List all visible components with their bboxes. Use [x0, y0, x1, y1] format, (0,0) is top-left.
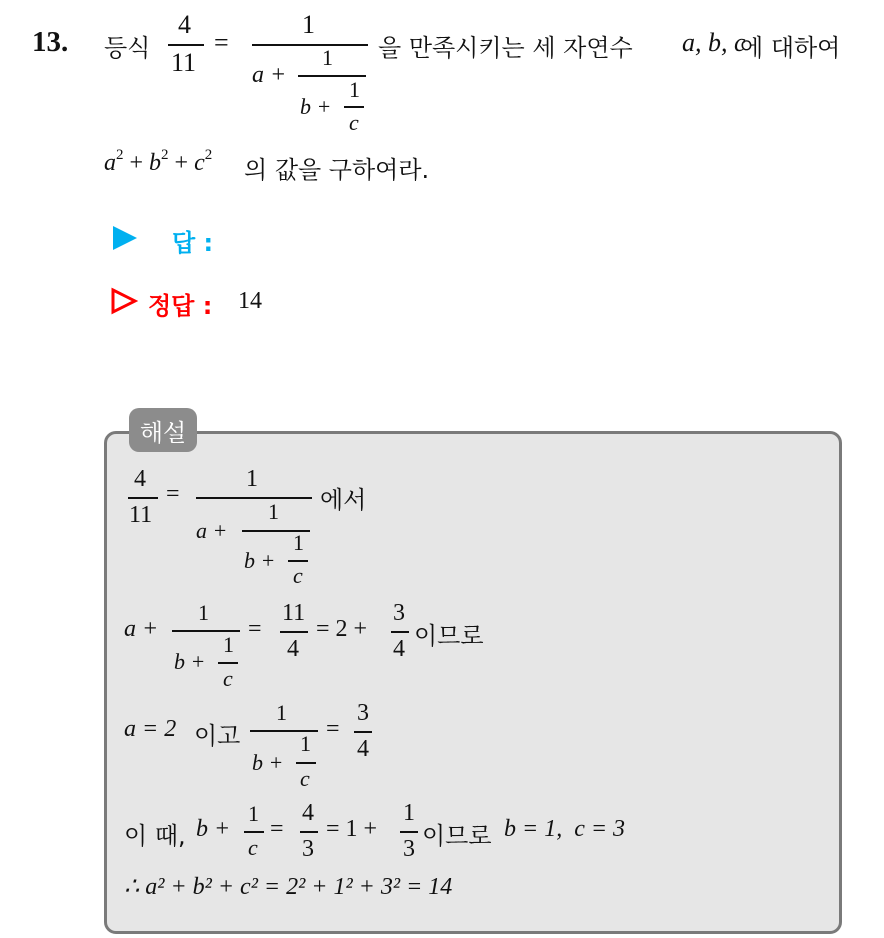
sum-plus-2: +: [174, 150, 189, 176]
sol4-four: 4: [302, 800, 314, 826]
sol4-eq-2: = 1 +: [326, 816, 378, 842]
sol4-three: 3: [302, 836, 314, 862]
sol2-three-bar: [391, 631, 409, 633]
sol2-inner-num: 1: [223, 632, 234, 657]
sol3-inner-num: 1: [300, 731, 311, 756]
problem-number: 13.: [32, 26, 69, 58]
solution-box: [104, 431, 842, 934]
sol3-eq: =: [326, 716, 340, 742]
sol1-main-bar: [196, 497, 312, 499]
answer-arrow-icon: [111, 224, 139, 252]
sum-c-exp: 2: [204, 147, 213, 163]
sol1-innermost-bar: [288, 560, 308, 562]
problem-after-fraction: 을 만족시키는 세 자연수: [378, 34, 633, 62]
sol1-b-plus: b +: [244, 548, 276, 573]
sol1-innermost-num: 1: [293, 530, 304, 555]
sol3-three: 3: [357, 700, 369, 726]
sum-plus-1: +: [129, 150, 144, 176]
sol2-suffix: 이므로: [414, 622, 484, 650]
cf-c: c: [349, 110, 359, 135]
sol2-eq-1: =: [248, 616, 262, 642]
sol2-eleven: 11: [282, 600, 306, 626]
cf-innermost-bar: [344, 106, 364, 108]
cf-innermost-numerator: 1: [349, 77, 360, 102]
sol3-mid: 이고: [194, 722, 241, 750]
sol1-lhs-num: 4: [134, 466, 146, 492]
sol3-b-plus: b +: [252, 750, 284, 775]
sol4-b-plus: b +: [196, 816, 231, 842]
sol3-four: 4: [357, 736, 369, 762]
correct-answer-value: 14: [238, 288, 262, 314]
cf-b-plus: b +: [300, 94, 332, 119]
sum-expression: [104, 147, 213, 177]
sol2-a-plus: a +: [124, 616, 159, 642]
sol1-a-plus: a +: [196, 518, 228, 543]
sum-b-exp: 2: [161, 147, 169, 163]
sol4-one: 1: [248, 801, 259, 826]
sol2-three: 3: [393, 600, 405, 626]
lhs-numerator: 4: [178, 10, 191, 39]
sol2-b-plus: b +: [174, 649, 206, 674]
sol4-prefix: 이 때,: [124, 822, 186, 850]
sol4-result: b = 1, c = 3: [504, 816, 626, 842]
sol1-suffix: 에서: [320, 486, 367, 514]
problem-for: 에 대하여: [740, 34, 841, 62]
sum-b: b: [149, 150, 162, 176]
sol2-num: 1: [198, 600, 209, 625]
sol2-c: c: [223, 666, 233, 691]
lhs-fraction-bar: [168, 44, 204, 46]
sol4-suffix: 이므로: [422, 822, 492, 850]
problem-intro: 등식: [104, 34, 151, 62]
sol1-c: c: [293, 563, 303, 588]
sol2-inner-bar: [218, 662, 238, 664]
sum-c: c: [194, 150, 205, 176]
sol2-eq-2: = 2 +: [316, 616, 368, 642]
sol3-c: c: [300, 766, 310, 791]
sol2-eleven-bar: [280, 631, 308, 633]
correct-arrow-icon: [110, 287, 138, 315]
sol1-lhs-bar: [128, 497, 158, 499]
sol4-one-b: 1: [403, 800, 415, 826]
correct-answer-label: 정답 :: [148, 292, 213, 320]
cf-numerator: 1: [302, 10, 315, 39]
cf-inner-numerator: 1: [322, 45, 333, 70]
sol3-a-eq: a = 2: [124, 716, 177, 742]
sol3-num: 1: [276, 700, 287, 725]
cf-main-bar: [252, 44, 368, 46]
sol5-conclusion: ∴ a² + b² + c² = 2² + 1² + 3² = 14: [124, 874, 453, 900]
sol4-three-den: 3: [403, 836, 415, 862]
sol3-three-bar: [354, 731, 372, 733]
equals-sign: =: [214, 28, 229, 57]
sol2-four: 4: [287, 636, 299, 662]
sol1-inner-num: 1: [268, 499, 279, 524]
solution-tag: 해설: [129, 408, 197, 452]
sol2-four-den: 4: [393, 636, 405, 662]
sum-a: a: [104, 150, 116, 176]
problem-vars: a, b, c: [682, 28, 746, 57]
answer-label: 답 :: [172, 229, 214, 257]
sol3-inner-bar: [296, 762, 316, 764]
sol4-four-bar: [300, 831, 318, 833]
sol4-eq-1: =: [270, 816, 284, 842]
sol4-c: c: [248, 835, 258, 860]
sol1-lhs-den: 11: [129, 502, 153, 528]
sol1-eq: =: [166, 481, 180, 507]
lhs-denominator: 11: [171, 48, 197, 77]
sol4-c-bar: [244, 831, 264, 833]
cf-a-plus: a +: [252, 62, 287, 88]
sol4-three-bar: [400, 831, 418, 833]
sol1-num: 1: [246, 466, 258, 492]
sum-a-exp: 2: [116, 147, 124, 163]
problem-question: 의 값을 구하여라.: [244, 156, 430, 184]
